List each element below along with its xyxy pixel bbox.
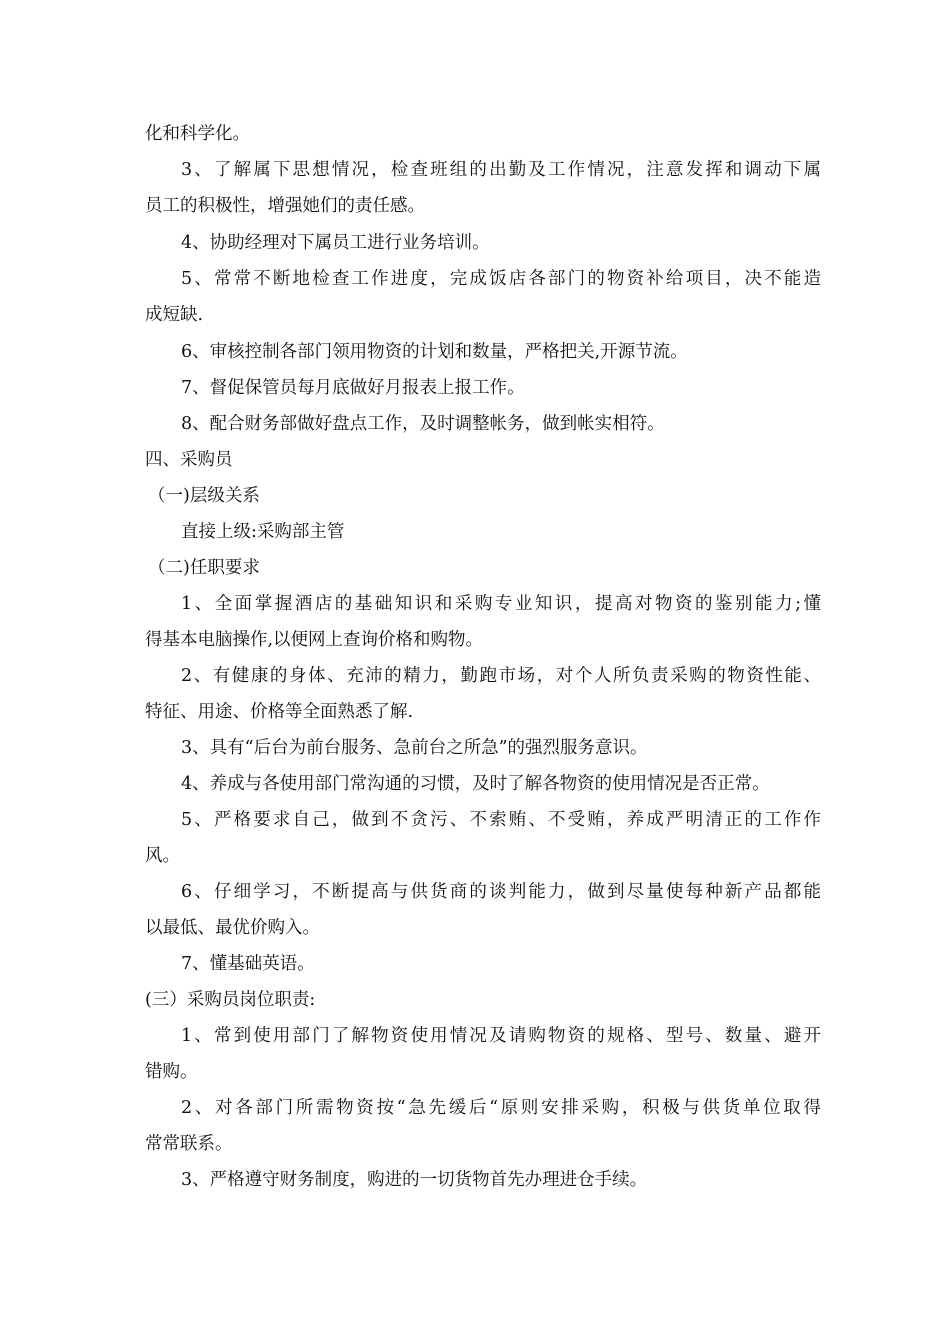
text-line: 8、配合财务部做好盘点工作，及时调整帐务，做到帐实相符。 [181, 414, 665, 434]
text-line: 风。 [145, 846, 180, 866]
subsection-heading: （二)任职要求 [148, 558, 260, 578]
text-line: 3、严格遵守财务制度，购进的一切货物首先办理进仓手续。 [181, 1170, 648, 1190]
text-line: 6、仔细学习，不断提高与供货商的谈判能力，做到尽量使每种新产品都能 [181, 882, 821, 902]
text-line: 化和科学化。 [145, 124, 250, 144]
text-line: 6、审核控制各部门领用物资的计划和数量，严格把关,开源节流。 [181, 342, 688, 362]
text-line: 7、督促保管员每月底做好月报表上报工作。 [181, 378, 525, 398]
text-line: 4、协助经理对下属员工进行业务培训。 [181, 233, 490, 253]
text-line: 4、养成与各使用部门常沟通的习惯，及时了解各物资的使用情况是否正常。 [181, 774, 770, 794]
text-line: 1、常到使用部门了解物资使用情况及请购物资的规格、型号、数量、避开 [181, 1026, 821, 1046]
text-line: 以最低、最优价购入。 [145, 918, 320, 938]
text-line: 3、了解属下思想情况，检查班组的出勤及工作情况，注意发挥和调动下属 [181, 160, 821, 180]
text-line: 5、严格要求自己，做到不贪污、不索贿、不受贿，养成严明清正的工作作 [181, 810, 821, 830]
text-line: 7、懂基础英语。 [181, 954, 315, 974]
text-line: 常常联系。 [145, 1134, 233, 1154]
text-line: 3、具有“后台为前台服务、急前台之所急”的强烈服务意识。 [181, 738, 648, 758]
section-heading: 四、采购员 [145, 450, 233, 470]
text-line: 错购。 [145, 1062, 198, 1082]
text-line: 2、对各部门所需物资按“急先缓后“原则安排采购，积极与供货单位取得 [181, 1098, 821, 1118]
text-line: 直接上级:采购部主管 [181, 522, 345, 542]
subsection-heading: (三）采购员岗位职责: [145, 990, 316, 1010]
text-line: 1、全面掌握酒店的基础知识和采购专业知识，提高对物资的鉴别能力;懂 [181, 594, 821, 614]
text-line: 5、常常不断地检查工作进度，完成饭店各部门的物资补给项目，决不能造 [181, 269, 821, 289]
text-line: 2、有健康的身体、充沛的精力，勤跑市场，对个人所负责采购的物资性能、 [181, 666, 821, 686]
subsection-heading: （一)层级关系 [148, 486, 260, 506]
text-line: 员工的积极性，增强她们的责任感。 [145, 196, 425, 216]
text-line: 得基本电脑操作,以便网上查询价格和购物。 [145, 630, 484, 650]
text-line: 特征、用途、价格等全面熟悉了解. [145, 702, 414, 722]
text-line: 成短缺. [145, 305, 204, 325]
